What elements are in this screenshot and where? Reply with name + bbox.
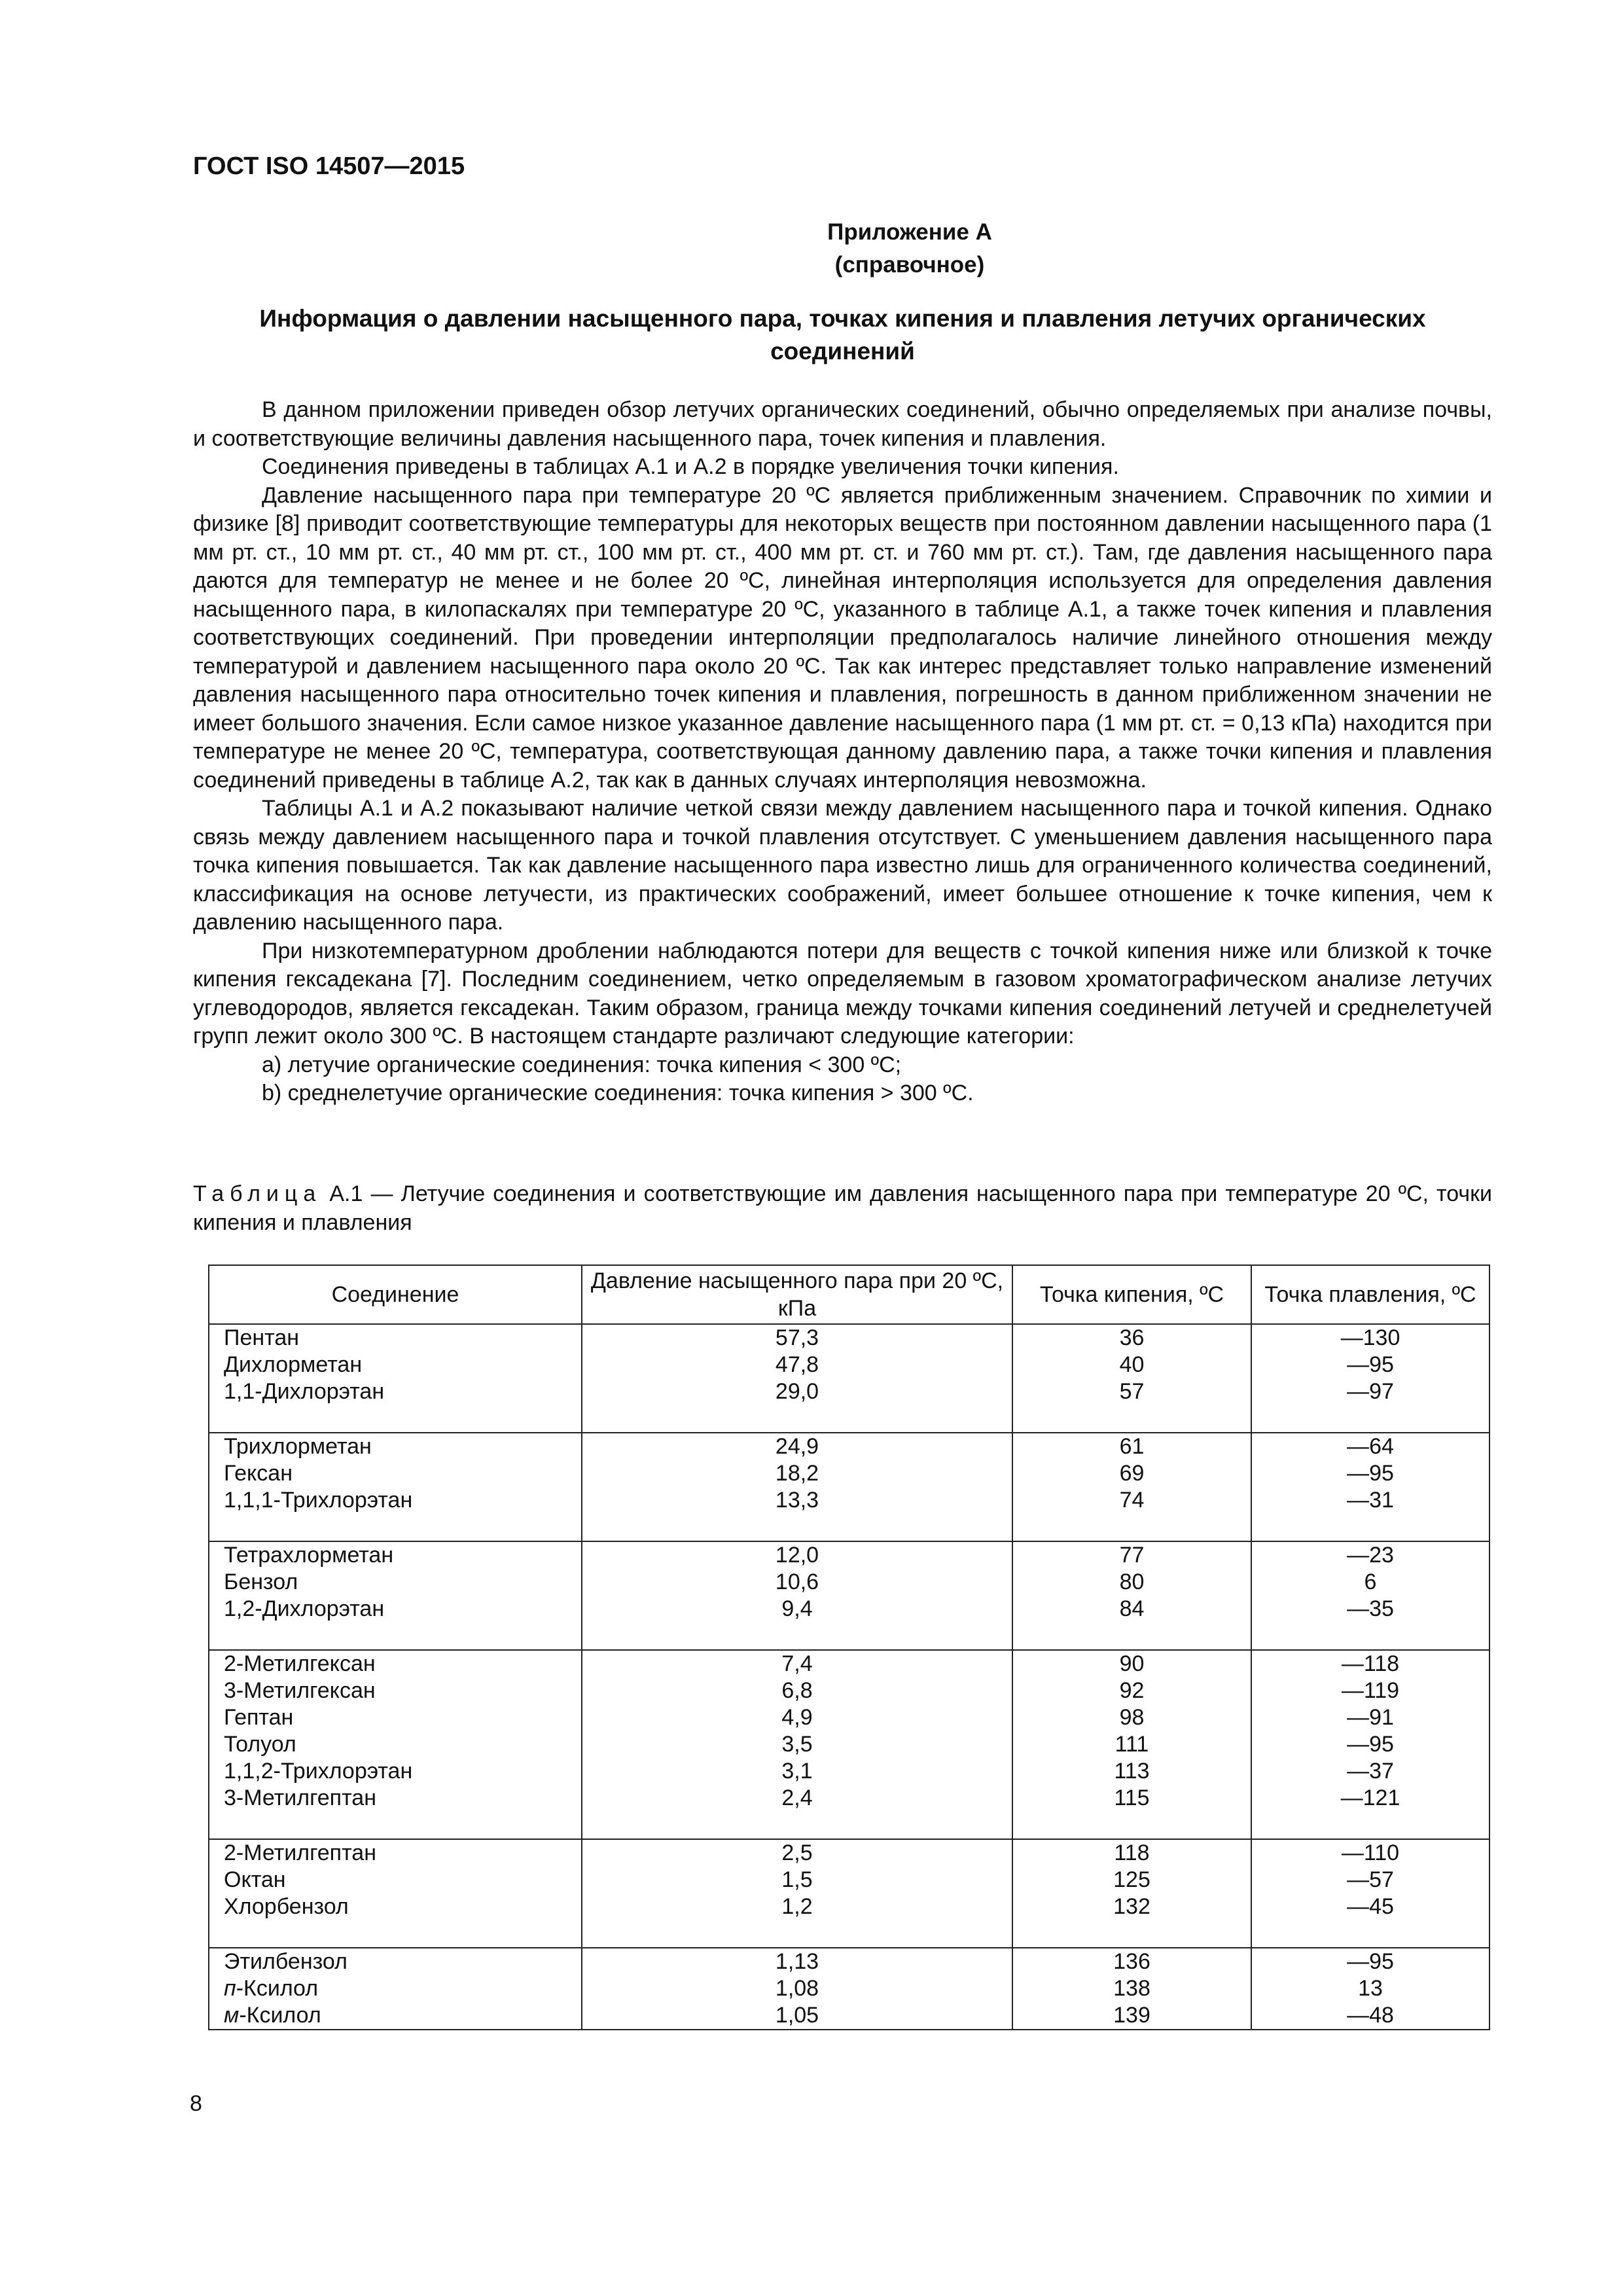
cell-melting: —31 — [1251, 1487, 1489, 1514]
cell-compound — [209, 1975, 582, 2002]
cell-melting: —23 — [1251, 1541, 1489, 1569]
list-item: b) среднелетучие органические соединения: точка кипения > 300 ºС. — [262, 1081, 974, 1105]
cell-boiling: 74 — [1012, 1487, 1251, 1514]
table-caption-label: Таблица — [193, 1181, 322, 1206]
cell-melting: —97 — [1251, 1378, 1489, 1405]
cell-melting: —121 — [1251, 1785, 1489, 1812]
cell-compound — [209, 1812, 582, 1839]
cell-boiling: 138 — [1012, 1975, 1251, 2002]
cell-melting: —37 — [1251, 1758, 1489, 1785]
cell-melting: —95 — [1251, 1460, 1489, 1487]
table-spacer-row — [209, 1812, 1489, 1839]
compound-prefix: м — [224, 2003, 240, 2028]
cell-pressure: 47,8 — [582, 1352, 1012, 1378]
cell-boiling — [1012, 1920, 1251, 1948]
table-row — [209, 1948, 1489, 1975]
cell-compound: Дихлорметан — [209, 1352, 582, 1378]
cell-compound — [209, 1623, 582, 1650]
table-caption-text: А.1 — Летучие соединения и соответствующие им давления насыщенного пара при температуре 20 ºС, точки кипения и плавления — [193, 1181, 1492, 1235]
paragraph: Давление насыщенного пара при температуре 20 ºС является приближенным значением. Справочник по химии и физике [8] приводит соответствующие температуры для некоторых веществ при постоянном давлении насыщенного пара (1 мм рт. ст., 10 мм рт. ст., 40 мм рт. ст., 100 мм рт. ст., 400 мм рт. ст. и 760 мм рт. ст.). Там, где давления насыщенного пара даются для температур не менее и не более 20 ºС, линейная интерполяция используется для определения давления насыщенного пара, в килопаскалях при температуре 20 ºС, указанного в таблице А.1, а также точек кипения и плавления соответствующих соединений. При проведении интерполяции предполагалось наличие линейного отношения между температурой и давлением насыщенного пара около 20 ºС. Так как интерес представляет только направление изменений давления насыщенного пара относительно точек кипения и плавления, погрешность в данном приближенном значении не имеет большого значения. Если самое низкое указанное давление насыщенного пара (1 мм рт. ст. = 0,13 кПа) находится при температуре не менее 20 ºС, температура, соответствующая данному давлению пара, а также точки кипения и плавления соединений приведены в таблице А.2, так как в данных случаях интерполяция невозможна. — [193, 482, 1492, 793]
table-row — [209, 1569, 1489, 1596]
cell-pressure: 29,0 — [582, 1378, 1012, 1405]
cell-boiling: 98 — [1012, 1704, 1251, 1731]
cell-melting: —57 — [1251, 1867, 1489, 1893]
cell-compound: Тетрахлорметан — [209, 1541, 582, 1569]
paragraph: При низкотемпературном дроблении наблюдаются потери для веществ с точкой кипения ниже или близкой к точке кипения гексадекана [7]. Последним соединением, четко определяемым в газовом хроматографическом анализе летучих углеводородов, является гексадекан. Таким образом, граница между точками кипения соединений летучей и среднелетучей групп лежит около 300 ºС. В настоящем стандарте различают следующие категории: — [193, 938, 1492, 1049]
cell-boiling: 115 — [1012, 1785, 1251, 1812]
cell-compound: 1,1,2-Трихлорэтан — [209, 1758, 582, 1785]
column-header-compound: Соединение — [209, 1265, 582, 1324]
table-row — [209, 2002, 1489, 2030]
cell-compound: Бензол — [209, 1569, 582, 1596]
cell-compound — [209, 1514, 582, 1541]
table-row — [209, 1867, 1489, 1893]
annex-main-title: Информация о давлении насыщенного пара, точках кипения и плавления летучих органических соединений — [259, 305, 1426, 365]
cell-boiling: 57 — [1012, 1378, 1251, 1405]
cell-pressure: 24,9 — [582, 1433, 1012, 1460]
table-row — [209, 1433, 1489, 1460]
cell-boiling: 125 — [1012, 1867, 1251, 1893]
cell-pressure: 3,5 — [582, 1731, 1012, 1758]
cell-compound: 3-Метилгексан — [209, 1677, 582, 1704]
cell-boiling: 139 — [1012, 2002, 1251, 2030]
cell-melting: 13 — [1251, 1975, 1489, 2002]
cell-pressure: 9,4 — [582, 1596, 1012, 1623]
cell-compound: Гептан — [209, 1704, 582, 1731]
cell-pressure: 18,2 — [582, 1460, 1012, 1487]
cell-pressure: 6,8 — [582, 1677, 1012, 1704]
standard-header: ГОСТ ISO 14507—2015 — [193, 152, 465, 180]
compound-name: -Ксилол — [236, 1976, 319, 2001]
cell-pressure — [582, 1405, 1012, 1433]
cell-pressure: 57,3 — [582, 1324, 1012, 1352]
cell-boiling — [1012, 1623, 1251, 1650]
cell-pressure: 10,6 — [582, 1569, 1012, 1596]
table-row — [209, 1893, 1489, 1920]
table-row — [209, 1487, 1489, 1514]
table-row — [209, 1460, 1489, 1487]
cell-compound: 1,1,1-Трихлорэтан — [209, 1487, 582, 1514]
table-row — [209, 1378, 1489, 1405]
table-spacer-row — [209, 1514, 1489, 1541]
cell-pressure: 1,13 — [582, 1948, 1012, 1975]
cell-pressure: 1,5 — [582, 1867, 1012, 1893]
cell-melting: —91 — [1251, 1704, 1489, 1731]
cell-boiling: 80 — [1012, 1569, 1251, 1596]
table-row — [209, 1541, 1489, 1569]
cell-compound — [209, 2002, 582, 2030]
cell-pressure: 1,05 — [582, 2002, 1012, 2030]
cell-melting: —118 — [1251, 1650, 1489, 1677]
cell-compound: 3-Метилгептан — [209, 1785, 582, 1812]
cell-melting: —64 — [1251, 1433, 1489, 1460]
cell-boiling: 92 — [1012, 1677, 1251, 1704]
cell-pressure: 7,4 — [582, 1650, 1012, 1677]
cell-compound: Хлорбензол — [209, 1893, 582, 1920]
cell-pressure: 2,4 — [582, 1785, 1012, 1812]
annex-type: (справочное) — [834, 252, 985, 278]
table-row — [209, 1839, 1489, 1867]
annex-heading — [740, 216, 1080, 281]
cell-boiling: 77 — [1012, 1541, 1251, 1569]
cell-melting — [1251, 1514, 1489, 1541]
cell-compound: Октан — [209, 1867, 582, 1893]
cell-compound: 2-Метилгексан — [209, 1650, 582, 1677]
cell-pressure — [582, 1812, 1012, 1839]
table-row — [209, 1677, 1489, 1704]
cell-pressure: 13,3 — [582, 1487, 1012, 1514]
cell-boiling — [1012, 1405, 1251, 1433]
cell-compound — [209, 1920, 582, 1948]
cell-boiling — [1012, 1812, 1251, 1839]
cell-boiling — [1012, 1514, 1251, 1541]
cell-melting: —95 — [1251, 1731, 1489, 1758]
cell-boiling: 132 — [1012, 1893, 1251, 1920]
cell-compound: Этилбензол — [209, 1948, 582, 1975]
cell-pressure: 4,9 — [582, 1704, 1012, 1731]
paragraph: Таблицы А.1 и А.2 показывают наличие четкой связи между давлением насыщенного пара и точкой кипения. Однако связь между давлением насыщенного пара и точкой плавления отсутствует. С уменьшением давления насыщенного пара точка кипения повышается. Так как давление насыщенного пара известно лишь для ограниченного количества соединений, классификация на основе летучести, из практических соображений, имеет большее отношение к точке кипения, чем к давлению насыщенного пара. — [193, 796, 1492, 935]
cell-melting: —45 — [1251, 1893, 1489, 1920]
table-row — [209, 1785, 1489, 1812]
table-row — [209, 1731, 1489, 1758]
column-header-pressure: Давление насыщенного пара при 20 ºС, кПа — [582, 1265, 1012, 1324]
table-row — [209, 1352, 1489, 1378]
cell-boiling: 136 — [1012, 1948, 1251, 1975]
cell-pressure — [582, 1920, 1012, 1948]
cell-compound: 2-Метилгептан — [209, 1839, 582, 1867]
table-row — [209, 1704, 1489, 1731]
cell-melting: —48 — [1251, 2002, 1489, 2030]
cell-melting — [1251, 1405, 1489, 1433]
cell-boiling: 36 — [1012, 1324, 1251, 1352]
cell-pressure: 2,5 — [582, 1839, 1012, 1867]
cell-melting: —110 — [1251, 1839, 1489, 1867]
cell-melting — [1251, 1920, 1489, 1948]
volatile-compounds-table — [208, 1265, 1490, 2030]
cell-boiling: 84 — [1012, 1596, 1251, 1623]
body-text — [193, 396, 1492, 1108]
cell-compound: Толуол — [209, 1731, 582, 1758]
cell-melting: 6 — [1251, 1569, 1489, 1596]
annex-title: Приложение А — [827, 219, 992, 245]
table-caption — [193, 1179, 1492, 1237]
table-row — [209, 1975, 1489, 2002]
page-number: 8 — [190, 2091, 202, 2116]
table-row — [209, 1324, 1489, 1352]
list-item: a) летучие органические соединения: точка кипения < 300 ºС; — [262, 1052, 902, 1077]
cell-boiling: 113 — [1012, 1758, 1251, 1785]
table-header-row — [209, 1265, 1489, 1324]
table-row — [209, 1596, 1489, 1623]
compound-prefix: п — [224, 1976, 236, 2001]
cell-compound: 1,2-Дихлорэтан — [209, 1596, 582, 1623]
cell-boiling: 118 — [1012, 1839, 1251, 1867]
paragraph: Соединения приведены в таблицах А.1 и А.2 в порядке увеличения точки кипения. — [262, 454, 1119, 479]
cell-pressure — [582, 1514, 1012, 1541]
cell-melting: —130 — [1251, 1324, 1489, 1352]
cell-compound: Пентан — [209, 1324, 582, 1352]
table-body — [209, 1324, 1489, 2030]
cell-melting: —35 — [1251, 1596, 1489, 1623]
cell-boiling: 111 — [1012, 1731, 1251, 1758]
cell-boiling: 61 — [1012, 1433, 1251, 1460]
column-header-melting: Точка плавления, ºС — [1251, 1265, 1489, 1324]
cell-compound: Гексан — [209, 1460, 582, 1487]
table-spacer-row — [209, 1623, 1489, 1650]
cell-pressure — [582, 1623, 1012, 1650]
cell-pressure: 1,08 — [582, 1975, 1012, 2002]
table-row — [209, 1650, 1489, 1677]
cell-melting — [1251, 1812, 1489, 1839]
table-row — [209, 1758, 1489, 1785]
cell-melting — [1251, 1623, 1489, 1650]
cell-melting: —119 — [1251, 1677, 1489, 1704]
cell-pressure: 1,2 — [582, 1893, 1012, 1920]
paragraph: В данном приложении приведен обзор летучих органических соединений, обычно определяемых при анализе почвы, и соответствующие величины давления насыщенного пара, точек кипения и плавления. — [193, 397, 1492, 451]
table-spacer-row — [209, 1920, 1489, 1948]
cell-compound: Трихлорметан — [209, 1433, 582, 1460]
cell-pressure: 3,1 — [582, 1758, 1012, 1785]
cell-compound — [209, 1405, 582, 1433]
column-header-boiling: Точка кипения, ºС — [1012, 1265, 1251, 1324]
cell-melting: —95 — [1251, 1948, 1489, 1975]
compound-name: -Ксилол — [239, 2003, 321, 2028]
cell-pressure: 12,0 — [582, 1541, 1012, 1569]
cell-compound: 1,1-Дихлорэтан — [209, 1378, 582, 1405]
cell-boiling: 69 — [1012, 1460, 1251, 1487]
cell-boiling: 90 — [1012, 1650, 1251, 1677]
cell-boiling: 40 — [1012, 1352, 1251, 1378]
table-spacer-row — [209, 1405, 1489, 1433]
cell-melting: —95 — [1251, 1352, 1489, 1378]
